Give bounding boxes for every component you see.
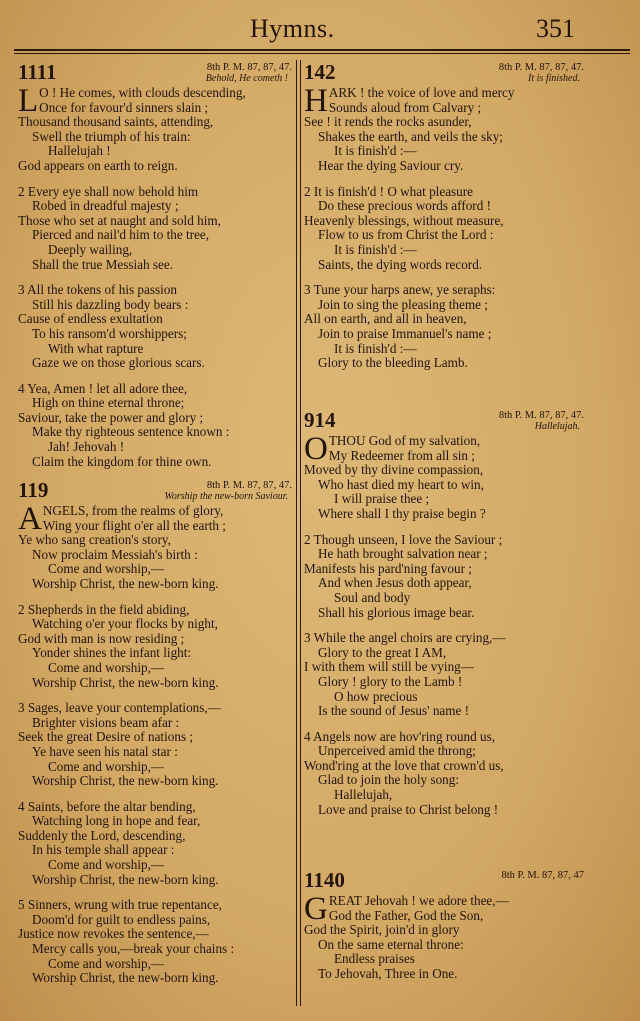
line-text: Hallelujah, [334,787,393,803]
line-text: It is finish'd :— [334,340,417,356]
hymn-number: 1140 [304,868,345,892]
verse-line [304,803,584,818]
verse [18,603,292,691]
line-text: NGELS, from the realms of glory, [42,503,224,518]
line-text: Worship Christ, the new-born king. [32,575,219,591]
verse-line [304,356,584,371]
line-text: Come and worship,— [48,659,165,675]
line-text: Deeply wailing, [48,241,133,257]
line-text: 4 Saints, before the altar bending, [18,798,196,814]
verse-line [304,952,584,967]
hymn-meter: 8th P. M. 87, 87, 47. [206,480,292,491]
verse-line [18,115,292,130]
line-text: Ye have seen his natal star : [32,743,178,759]
verse-line [304,675,584,690]
line-text: Cause of endless exultation [18,311,163,327]
line-text: Yonder shines the infant light: [32,645,192,661]
verse [304,533,584,621]
hymn-heading [304,408,584,434]
line-text: Glad to join the holy song: [318,772,460,788]
hymn-meter: 8th P. M. 87, 87, 47 [501,870,584,881]
hymn-number: 119 [18,478,49,502]
verse-line [304,101,584,116]
line-text: On the same eternal throne: [318,936,464,952]
hymn-heading [18,60,292,86]
verse-line [18,701,292,716]
verse [304,631,584,719]
line-text: My Redeemer from all sin ; [328,447,475,463]
verse-line [304,185,584,200]
verse-line [18,519,292,534]
verse-line [304,606,584,621]
line-text: 2 Every eye shall now behold him [18,183,199,199]
verse-line [304,258,584,273]
hymn-meter: 8th P. M. 87, 87, 47. [498,410,584,421]
verse-line [304,199,584,214]
hymn-142 [304,60,584,382]
line-text: Mercy calls you,—break your chains : [32,941,235,957]
verse-line [18,548,292,563]
line-text: Worship Christ, the new-born king. [32,674,219,690]
verse-line [18,577,292,592]
hymn-119 [18,478,292,997]
line-text: Hear the dying Saviour cry. [318,157,464,173]
page-header [0,0,640,52]
hymn-heading [304,60,584,86]
line-text: Heavenly blessings, without measure, [304,212,504,228]
verse-line [304,744,584,759]
line-text: Robed in dreadful majesty ; [32,198,179,214]
verse-line [304,788,584,803]
verse-line [304,704,584,719]
line-text: It is finish'd :— [334,143,417,159]
verse [18,501,292,592]
line-text: Doom'd for guilt to endless pains, [32,911,211,927]
verse-line [18,646,292,661]
verse-line [18,957,292,972]
line-text: To his ransom'd worshippers; [32,325,187,341]
verse-line [304,463,584,478]
line-text: Come and worship,— [48,758,165,774]
verse-line [18,603,292,618]
line-text: Still his dazzling body bears : [32,296,189,312]
hymn-meter: 8th P. M. 87, 87, 47. [498,62,584,73]
hymn-number: 914 [304,408,336,432]
verse [304,891,584,982]
verse-line [18,760,292,775]
verse-line [304,228,584,243]
line-text: Pierced and nail'd him to the tree, [32,227,210,243]
verse-line [18,258,292,273]
verse-line [18,411,292,426]
verse-line [304,646,584,661]
line-text: Who hast died my heart to win, [318,476,484,492]
hymn-meter: 8th P. M. 87, 87, 47. [206,62,292,73]
line-text: 4 Angels now are hov'ring round us, [304,728,496,744]
line-text: O ! He comes, with clouds descending, [39,85,246,100]
line-text: Watching long in hope and fear, [32,813,201,829]
hymn-1140 [304,868,584,993]
line-text: Hallelujah ! [48,143,111,159]
line-text: God the Spirit, join'd in glory [304,922,460,938]
verse-line [304,533,584,548]
column-divider-inner [300,60,301,1006]
verse-line [18,327,292,342]
drop-capital: L [18,83,39,119]
line-text: Shall the true Messiah see. [32,256,173,272]
line-text: Do these precious words afford ! [318,198,491,214]
hymn-number: 1111 [18,60,57,84]
verse-line [304,909,584,924]
verse [18,382,292,470]
line-text: See ! it rends the rocks asunder, [304,114,472,130]
line-text: Where shall I thy praise begin ? [318,505,486,521]
verse-line [304,492,584,507]
line-text: Glory ! glory to the Lamb ! [318,673,463,689]
verse-line [18,214,292,229]
verse-line [18,185,292,200]
line-text: Love and praise to Christ belong ! [318,801,499,817]
verse-line [18,144,292,159]
verse-line [18,440,292,455]
verse-line [18,342,292,357]
verse [18,701,292,789]
line-text: Worship Christ, the new-born king. [32,871,219,887]
hymn-theme: Worship the new-born Saviour. [164,491,288,502]
line-text: Flow to us from Christ the Lord : [318,227,494,243]
verse-line [304,631,584,646]
verse [304,283,584,371]
line-text: Shakes the earth, and veils the sky; [318,128,503,144]
column-divider [296,60,297,1006]
line-text: Moved by thy divine compassion, [304,462,484,478]
verse-line [304,298,584,313]
verse-line [18,858,292,873]
line-text: Come and worship,— [48,561,165,577]
line-text: Worship Christ, the new-born king. [32,773,219,789]
line-text: Once for favour'd sinners slain ; [39,99,209,115]
verse-line [18,814,292,829]
verse-line [18,298,292,313]
line-text: Manifests his pard'ning favour ; [304,560,472,576]
line-text: Come and worship,— [48,857,165,873]
page-number: 351 [536,14,575,43]
verse-line [304,312,584,327]
line-text: Glory to the bleeding Lamb. [318,355,468,371]
line-text: God appears on earth to reign. [18,157,178,173]
verse-line [18,617,292,632]
verse-line [304,507,584,522]
verse-line [304,283,584,298]
hymn-number: 142 [304,60,336,84]
verse-line [18,382,292,397]
verse-line [304,449,584,464]
verse-line [18,199,292,214]
verse-line [18,843,292,858]
line-text: With what rapture [48,340,144,356]
verse [304,83,584,174]
line-text: Is the sound of Jesus' name ! [318,703,470,719]
hymn-theme: Hallelujah. [534,421,580,432]
verse-line [18,312,292,327]
line-text: He hath brought salvation near ; [318,546,488,562]
verse-line [18,774,292,789]
line-text: 3 Sages, leave your contemplations,— [18,700,221,716]
line-text: It is finish'd :— [334,241,417,257]
line-text: Seek the great Desire of nations ; [18,729,194,745]
hymn-914 [304,408,584,828]
verse-line [304,478,584,493]
verse-line [18,745,292,760]
verse-line [18,800,292,815]
line-text: Join to praise Immanuel's name ; [318,325,492,341]
line-text: THOU God of my salvation, [328,433,481,448]
verse-line [304,547,584,562]
verse-line [304,773,584,788]
running-title: Hymns. [250,14,335,43]
verse-line [18,632,292,647]
verse-line [18,661,292,676]
line-text: I will praise thee ; [334,491,430,507]
verse-line [18,533,292,548]
verse [18,283,292,371]
line-text: Make thy righteous sentence known : [32,424,230,440]
line-text: All on earth, and all in heaven, [304,311,467,327]
line-text: Justice now revokes the sentence,— [18,926,209,942]
verse-line [18,228,292,243]
verse-line [18,159,292,174]
line-text: Saints, the dying words record. [318,256,483,272]
verse-line [304,730,584,745]
line-text: God the Father, God the Son, [328,907,484,923]
verse-line [18,425,292,440]
verse-line [18,829,292,844]
verse-line [18,913,292,928]
verse-line [18,101,292,116]
line-text: Wond'ring at the love that crown'd us, [304,757,504,773]
line-text: Wing your flight o'er all the earth ; [42,517,226,533]
verse-line [304,159,584,174]
verse-line [18,716,292,731]
verse [18,800,292,888]
line-text: Unperceived amid the throng; [318,743,476,759]
line-text: 3 All the tokens of his passion [18,282,177,298]
verse-line [18,676,292,691]
line-text: High on thine eternal throne; [32,395,185,411]
drop-capital: H [304,83,328,119]
line-text: Suddenly the Lord, descending, [18,827,186,843]
verse [304,185,584,273]
verse-line [304,576,584,591]
drop-capital: G [304,891,328,927]
verse-line [18,942,292,957]
line-text: Jah! Jehovah ! [48,439,125,455]
verse-line [304,923,584,938]
verse-line [18,971,292,986]
verse-line [18,243,292,258]
line-text: 5 Sinners, wrung with true repentance, [18,897,222,913]
verse-line [304,660,584,675]
verse-line [18,396,292,411]
verse-line [304,243,584,258]
drop-capital: A [18,501,42,537]
verse-line [304,938,584,953]
verse-line [304,690,584,705]
verse-line [304,214,584,229]
verse [304,730,584,818]
line-text: Come and worship,— [48,955,165,971]
line-text: Endless praises [334,951,415,967]
line-text: Worship Christ, the new-born king. [32,970,219,986]
line-text: REAT Jehovah ! we adore thee,— [328,893,509,908]
verse [18,185,292,273]
line-text: In his temple shall appear : [32,842,175,858]
line-text: And when Jesus doth appear, [318,575,472,591]
verse [18,898,292,986]
line-text: To Jehovah, Three in One. [318,965,458,981]
line-text: 3 While the angel choirs are crying,— [304,630,506,646]
verse-line [18,562,292,577]
line-text: Join to sing the pleasing theme ; [318,296,488,312]
line-text: Brighter visions beam afar : [32,714,180,730]
hymn-heading [18,478,292,504]
verse-line [304,967,584,982]
line-text: Sounds aloud from Calvary ; [328,99,482,115]
drop-capital: O [304,431,328,467]
line-text: Those who set at naught and sold him, [18,212,221,228]
verse-line [18,898,292,913]
verse [304,431,584,522]
verse-line [304,115,584,130]
verse-line [18,873,292,888]
hymn-heading [304,868,584,894]
verse-line [304,130,584,145]
verse-line [18,130,292,145]
verse-line [18,730,292,745]
verse-line [18,455,292,470]
verse-line [304,591,584,606]
line-text: 4 Yea, Amen ! let all adore thee, [18,380,188,396]
hymn-1111 [18,60,292,480]
line-text: Gaze we on those glorious scars. [32,355,205,371]
verse-line [18,927,292,942]
verse-line [304,144,584,159]
verse-line [304,562,584,577]
line-text: 2 Shepherds in the field abiding, [18,601,190,617]
line-text: Saviour, take the power and glory ; [18,409,204,425]
hymn-theme: Behold, He cometh ! [205,73,288,84]
verse-line [304,342,584,357]
line-text: Shall his glorious image bear. [318,604,475,620]
line-text: ARK ! the voice of love and mercy [328,85,515,100]
hymn-theme: It is finished. [528,73,580,84]
verse-line [304,759,584,774]
line-text: Ye who sang creation's story, [18,532,171,548]
line-text: Thousand thousand saints, attending, [18,114,214,130]
line-text: 2 It is finish'd ! O what pleasure [304,183,474,199]
line-text: Claim the kingdom for thine own. [32,453,212,469]
verse-line [304,327,584,342]
verse-line [18,356,292,371]
line-text: Swell the triumph of his train: [32,128,191,144]
line-text: Watching o'er your flocks by night, [32,616,218,632]
line-text: God with man is now residing ; [18,630,185,646]
line-text: 2 Though unseen, I love the Saviour ; [304,531,503,547]
header-rule [14,49,630,54]
line-text: 3 Tune your harps anew, ye seraphs: [304,282,496,298]
verse-line [18,283,292,298]
line-text: Soul and body [334,589,411,605]
line-text: I with them will still be vying— [304,659,474,675]
verse [18,83,292,174]
line-text: O how precious [334,688,418,704]
line-text: Glory to the great I AM, [318,644,447,660]
line-text: Now proclaim Messiah's birth : [32,546,198,562]
